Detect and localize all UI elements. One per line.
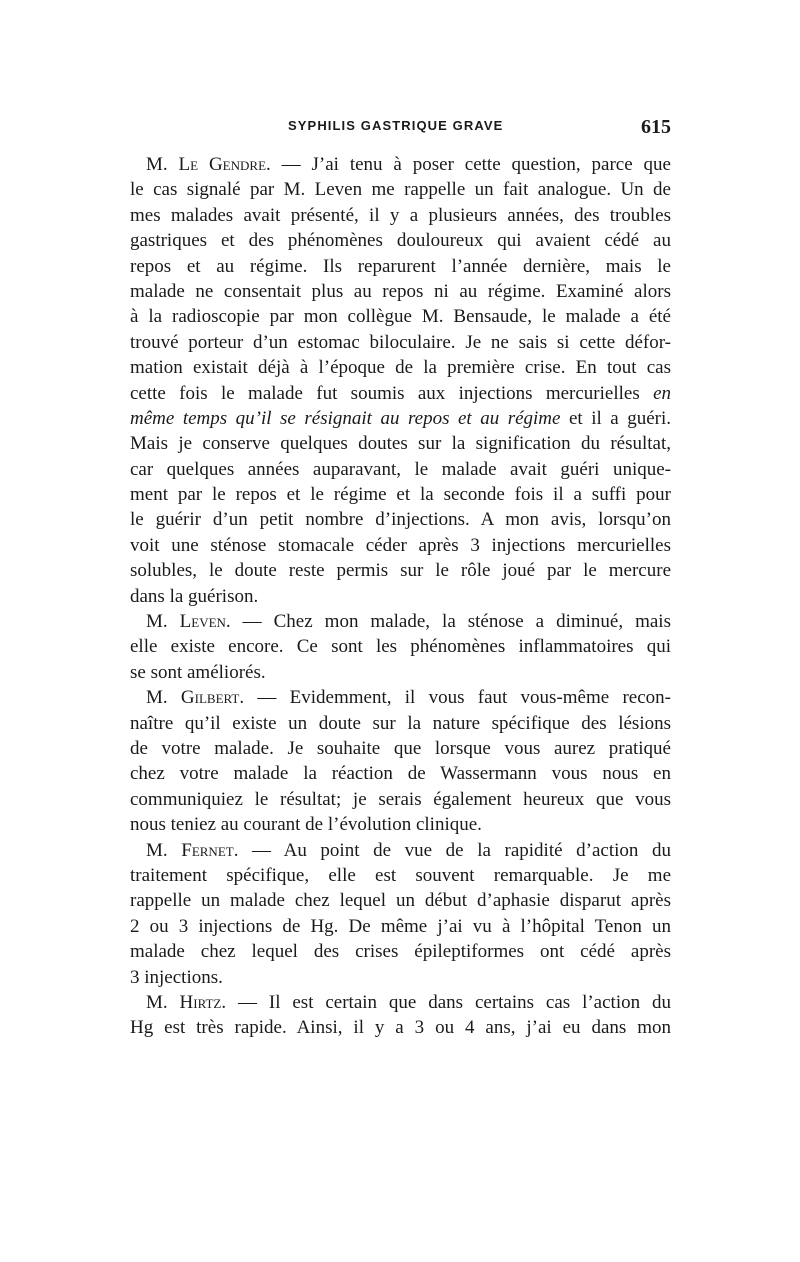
text-line <box>130 660 671 685</box>
text-line <box>130 939 671 964</box>
text-run: Mais je conserve quelques doutes sur la signification du résultat, <box>130 433 671 455</box>
text-run: de votre malade. Je souhaite que lorsque vous aurez pratiqué <box>130 737 671 759</box>
text-line <box>130 634 671 659</box>
text-line <box>130 431 671 456</box>
text-line <box>130 304 671 329</box>
italic-text: même temps qu’il se résignait au repos et au régime <box>130 407 561 429</box>
text-run: repos et au régime. Ils reparurent l’année dernière, mais le <box>130 255 671 277</box>
text-line <box>130 1015 671 1040</box>
text-run: trouvé porteur d’un estomac biloculaire. Je ne sais si cette défor- <box>130 331 671 353</box>
text-run: mes malades avait présenté, il y a plusieurs années, des troubles <box>130 204 671 226</box>
text-run: dans la guérison. <box>130 585 259 607</box>
text-run: traitement spécifique, elle est souvent remarquable. Je me <box>130 864 671 886</box>
text-run: M. <box>146 154 179 175</box>
text-run: solubles, le doute reste permis sur le rôle joué par le mercure <box>130 560 671 582</box>
text-run: mation existait déjà à l’époque de la première crise. En tout cas <box>130 357 671 379</box>
text-run: M. <box>146 687 181 709</box>
text-line <box>130 685 671 710</box>
text-line <box>130 228 671 253</box>
text-run: M. <box>146 611 180 633</box>
text-run: rappelle un malade chez lequel un début d’aphasie disparut après <box>130 890 671 912</box>
text-run: le cas signalé par M. Leven me rappelle un fait analogue. Un de <box>130 179 671 201</box>
text-line <box>130 787 671 812</box>
speaker-name: Hirtz <box>179 991 222 1013</box>
text-run: malade chez lequel des crises épileptiformes ont cédé après <box>130 941 671 963</box>
running-title: SYPHILIS GASTRIQUE GRAVE <box>288 118 504 133</box>
text-run: . — Chez mon malade, la sténose a diminué, mais <box>225 611 671 633</box>
text-line <box>130 533 671 558</box>
text-line <box>130 584 671 609</box>
text-run: malade ne consentait plus au repos ni au régime. Examiné alors <box>130 280 671 302</box>
text-line <box>130 863 671 888</box>
text-line <box>130 711 671 736</box>
text-run: 3 injections. <box>130 966 223 988</box>
text-run: . — J’ai tenu à poser cette question, parce que <box>266 154 671 175</box>
text-run: ment par le repos et le régime et la seconde fois il a suffi pour <box>130 484 671 506</box>
text-run: M. <box>146 839 182 861</box>
text-line <box>130 457 671 482</box>
text-run: 2 ou 3 injections de Hg. De même j’ai vu à l’hôpital Tenon un <box>130 915 671 937</box>
text-run: M. <box>146 991 180 1013</box>
page-number: 615 <box>641 116 671 138</box>
body-text <box>130 152 671 1041</box>
text-line <box>130 406 671 431</box>
text-run: car quelques années auparavant, le malade avait guéri unique- <box>130 458 671 480</box>
text-line <box>130 203 671 228</box>
text-line <box>130 736 671 761</box>
text-run: nous teniez au courant de l’évolution clinique. <box>130 814 482 836</box>
text-line <box>130 609 671 634</box>
text-run: Hg est très rapide. Ainsi, il y a 3 ou 4 ans, j’ai eu dans mon <box>130 1017 671 1039</box>
text-line <box>130 914 671 939</box>
text-run: voit une sténose stomacale céder après 3 injections mercurielles <box>130 534 671 556</box>
text-line <box>130 177 671 202</box>
text-run: le guérir d’un petit nombre d’injections. A mon avis, lorsqu’on <box>130 509 671 531</box>
text-line <box>130 507 671 532</box>
text-line <box>130 812 671 837</box>
text-line <box>130 965 671 990</box>
italic-text: en <box>653 382 671 404</box>
text-run: cette fois le malade fut soumis aux injections mercurielles <box>130 382 654 404</box>
text-line <box>130 761 671 786</box>
text-line <box>130 279 671 304</box>
text-line <box>130 152 671 177</box>
text-run: à la radioscopie par mon collègue M. Bensaude, le malade a été <box>130 306 671 328</box>
text-run: chez votre malade la réaction de Wassermann vous nous en <box>130 763 671 785</box>
text-run: communiquiez le résultat; je serais également heureux que vous <box>130 788 671 810</box>
text-line <box>130 482 671 507</box>
text-run: gastriques et des phénomènes douloureux qui avaient cédé au <box>130 230 671 252</box>
text-run: elle existe encore. Ce sont les phénomènes inflammatoires qui <box>130 636 671 658</box>
text-run: . — Au point de vue de la rapidité d’action du <box>233 839 671 861</box>
text-line <box>130 381 671 406</box>
speaker-name: Gilbert <box>180 687 240 709</box>
speaker-name: Fernet <box>181 839 234 861</box>
text-run: . — Il est certain que dans certains cas l’action du <box>221 991 671 1013</box>
text-run: . — Evidemment, il vous faut vous-même recon- <box>239 687 671 709</box>
text-line <box>130 558 671 583</box>
running-header <box>130 116 671 140</box>
speaker-name: Leven <box>179 611 226 633</box>
text-run: se sont améliorés. <box>130 661 266 683</box>
text-line <box>130 990 671 1015</box>
speaker-name: Le Gendre <box>178 154 267 175</box>
text-run: naître qu’il existe un doute sur la nature spécifique des lésions <box>130 712 671 734</box>
text-line <box>130 330 671 355</box>
text-line <box>130 888 671 913</box>
text-line <box>130 355 671 380</box>
text-line <box>130 838 671 863</box>
text-line <box>130 254 671 279</box>
text-run: et il a guéri. <box>560 407 671 429</box>
